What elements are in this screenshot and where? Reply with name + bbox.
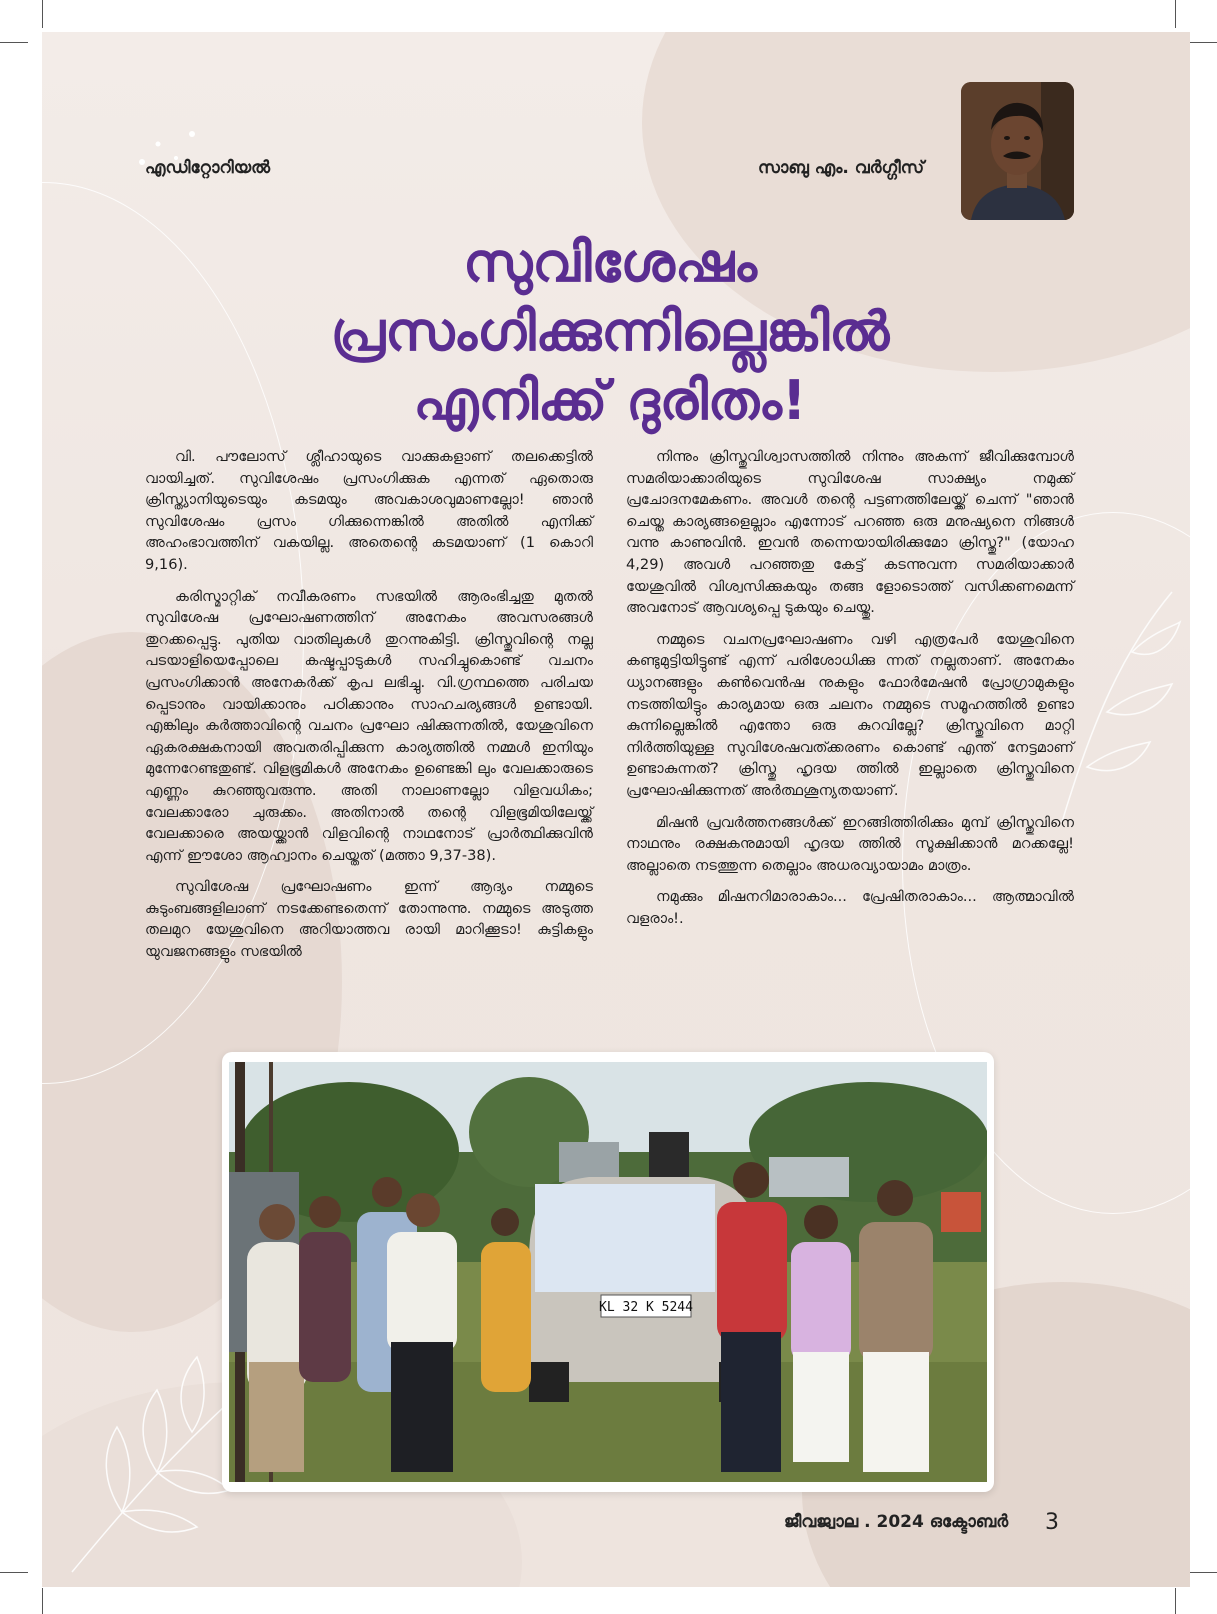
section-label: എഡിറ്റോറിയൽ: [145, 158, 271, 178]
event-photo: [222, 1052, 994, 1492]
event-photo-illustration: [229, 1062, 987, 1482]
paragraph: നിന്നും ക്രിസ്തുവിശ്വാസത്തിൽ നിന്നും അകന്ന് ജീവിക്കുമ്പോൾ സമരിയാക്കാരിയുടെ സുവിശേഷ സാക്ഷ്യം നമുക്ക് പ്രചോദനമേകണം. അവൾ തന്റെ പട്ടണത്തിലേയ്ക്ക് ചെന്ന് "ഞാൻ ചെയ്ത കാര്യങ്ങളെല്ലാം എന്നോട് പറഞ്ഞ ഒരു മനുഷ്യനെ നിങ്ങൾ വന്നു കാണുവിൻ. ഇവൻ തന്നെയായിരിക്കുമോ ക്രിസ്തു?" (യോഹ 4,29) അവൾ പറഞ്ഞതു കേട്ട് കടന്നുവന്ന സമരിയാക്കാർ യേശുവിൽ വിശ്വസിക്കുകയും തങ്ങ ളോടൊത്ത് വസിക്കണമെന്ന് അവനോട് ആവശ്യപ്പെ ടുകയും ചെയ്തു.: [626, 448, 1074, 617]
crop-mark: [42, 0, 43, 28]
crop-mark: [0, 42, 28, 43]
footer-publication: ജീവജ്വാല . 2024 ഒക്ടോബർ: [784, 1512, 1009, 1532]
page-number: 3: [1045, 1510, 1059, 1535]
paragraph: നമുക്കും മിഷനറിമാരാകാം... പ്രേഷിതരാകാം... ആത്മാവിൽ വളരാം!.: [626, 888, 1074, 927]
crop-mark: [1175, 0, 1176, 28]
number-plate: KL 32 K 5244: [599, 1300, 693, 1315]
author-portrait: [961, 82, 1074, 220]
headline-line-1: സുവിശേഷം: [463, 231, 757, 294]
paragraph: കരിസ്മാറ്റിക് നവീകരണം സഭയിൽ ആരംഭിച്ചതു മുതൽ സുവിശേഷ പ്രഘോഷണത്തിന് അനേകം അവസരങ്ങൾ തുറക്കപ്പെട്ടു. പുതിയ വാതിലുകൾ തുറന്നുകിട്ടി. ക്രിസ്തുവിന്റെ നല്ല പടയാളിയെപ്പോലെ കഷ്ടപ്പാടുകൾ സഹിച്ചുകൊണ്ട് വചനം പ്രസംഗിക്കാൻ അനേകർക്ക് കൃപ ലഭിച്ചു. വി.ഗ്രന്ഥത്തെ പരിചയ പ്പെടാനും വായിക്കാനും പഠിക്കാനും സാഹചര്യങ്ങൾ ഉണ്ടായി. എങ്കിലും കർത്താവിന്റെ വചനം പ്രഘോ ഷിക്കുന്നതിൽ, യേശുവിനെ ഏകരക്ഷകനായി അവതരിപ്പിക്കുന്ന കാര്യത്തിൽ നമ്മൾ ഇനിയും മുന്നേറേണ്ടതുണ്ട്. വിളഭൂമികൾ അനേകം ഉണ്ടെങ്കി ലും വേലക്കാരുടെ എണ്ണം കുറഞ്ഞുവരുന്നു. അതി നാലാണല്ലോ വിളവധികം; വേലക്കാരോ ചുരുക്കം. അതിനാൽ തന്റെ വിളഭൂമിയിലേയ്ക്ക് വേലക്കാരെ അയയ്ക്കാൻ വിളവിന്റെ നാഥനോട് പ്രാർത്ഥിക്കുവിൻ എന്ന് ഈശോ ആഹ്വാനം ചെയ്തത് (മത്താ 9,37-38).: [145, 587, 593, 864]
crop-mark: [42, 1588, 43, 1614]
author-photo: [961, 82, 1074, 220]
headline-line-3: എനിക്ക് ദുരിതം!: [413, 369, 807, 432]
paragraph: വി. പൗലോസ് ശ്ലീഹായുടെ വാക്കുകളാണ് തലക്കെട്ടിൽ വായിച്ചത്. സുവിശേഷം പ്രസംഗിക്കുക എന്നത് ഏതൊരു ക്രിസ്ത്യാനിയുടെയും കടമയും അവകാശവുമാണല്ലോ! ഞാൻ സുവിശേഷം പ്രസം ഗിക്കുന്നെങ്കിൽ അതിൽ എനിക്ക് അഹംഭാവത്തിന് വകയില്ല. അതെന്റെ കടമയാണ് (1 കൊറി 9,16).: [145, 448, 593, 573]
crop-mark: [1189, 42, 1217, 43]
article-column-left: [145, 446, 593, 973]
paragraph: സുവിശേഷ പ്രഘോഷണം ഇന്ന് ആദ്യം നമ്മുടെ കുടുംബങ്ങളിലാണ് നടക്കേണ്ടതെന്ന് തോന്നുന്നു. നമ്മുടെ അടുത്ത തലമുറ യേശുവിനെ അറിയാത്തവ രായി മാറിക്കൂടാ! കുട്ടികളും യുവജനങ്ങളും സഭയിൽ: [145, 878, 593, 961]
crop-mark: [1175, 1588, 1176, 1614]
crop-mark: [0, 1572, 28, 1573]
headline-line-2: പ്രസംഗിക്കുന്നില്ലെങ്കിൽ: [330, 300, 890, 363]
paragraph: മിഷൻ പ്രവർത്തനങ്ങൾക്ക് ഇറങ്ങിത്തിരിക്കും മുമ്പ് ക്രിസ്തുവിനെ നാഥനും രക്ഷകനുമായി ഹൃദയ ത്തിൽ സൂക്ഷിക്കാൻ മറക്കല്ലേ! അല്ലാതെ നടത്തുന്ന തെല്ലാം അധരവ്യായാമം മാത്രം.: [626, 813, 1074, 874]
crop-mark: [1189, 1572, 1217, 1573]
paragraph: നമ്മുടെ വചനപ്രഘോഷണം വഴി എത്രപേർ യേശുവിനെ കണ്ടുമുട്ടിയിട്ടുണ്ട് എന്ന് പരിശോധിക്കു ന്നത് നല്ലതാണ്. അനേകം ധ്യാനങ്ങളും കൺവെൻഷ നുകളും ഫോർമേഷൻ പ്രോഗ്രാമുകളും നടത്തിയിട്ടും കാര്യമായ ഒരു ചലനം നമ്മുടെ സമൂഹത്തിൽ ഉണ്ടാ കുന്നില്ലെങ്കിൽ എന്തോ ഒരു കുറവില്ലേ? ക്രിസ്തുവിനെ മാറ്റി നിർത്തിയുള്ള സുവിശേഷവത്ക്കരണം കൊണ്ട് എന്ത് നേട്ടമാണ് ഉണ്ടാകുന്നത്? ക്രിസ്തു ഹൃദയ ത്തിൽ ഇല്ലാതെ ക്രിസ്തുവിനെ പ്രഘോഷിക്കുന്നത് അർത്ഥശൂന്യതയാണ്.: [626, 630, 1074, 799]
author-name: സാബു എം. വർഗ്ഗീസ്: [758, 158, 925, 178]
article-column-right: [626, 446, 1074, 939]
